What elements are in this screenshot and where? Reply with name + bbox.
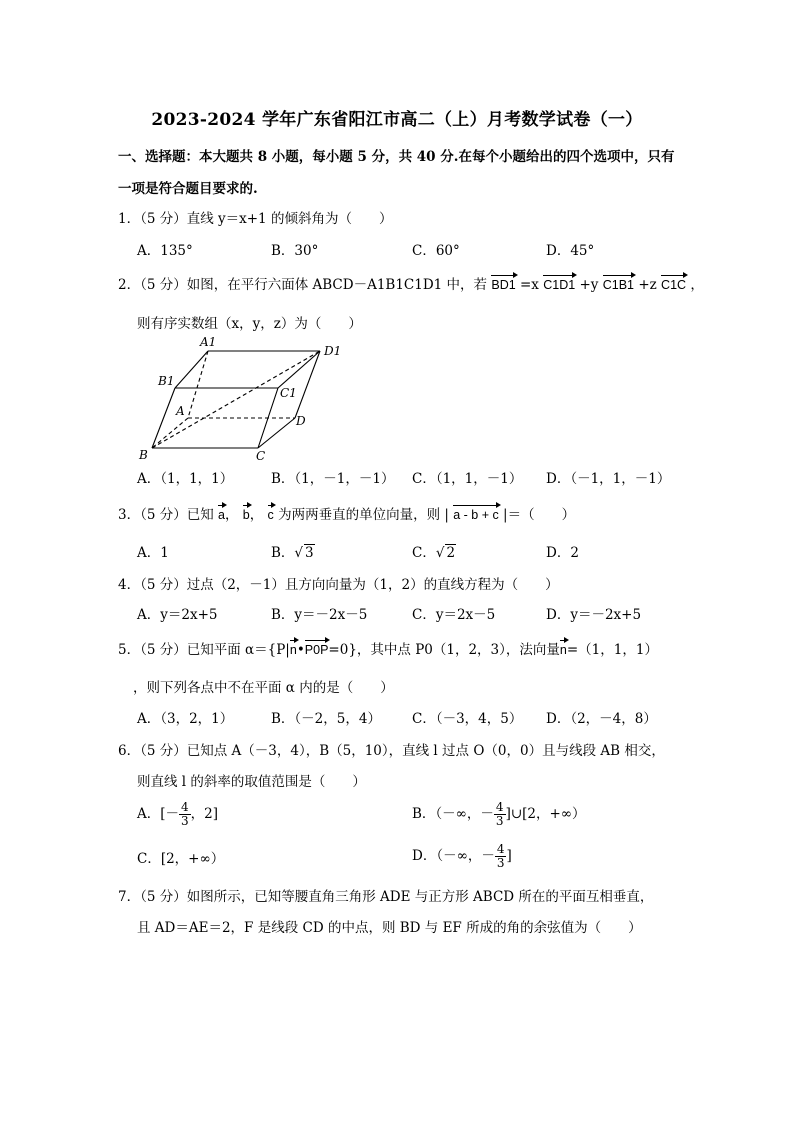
q5-dot: • (296, 642, 305, 658)
question-3-stem: 3．（5 分）已知 a， b， c 为两两垂直的单位向量，则 | a - b + c |＝（ ） (118, 507, 576, 523)
frac-num: 4 (495, 800, 504, 814)
q5-stem-text: 5．（5 分）已知平面 α＝{P| (118, 642, 290, 658)
label-c: C (256, 449, 266, 463)
question-4-stem: 4．（5 分）过点（2，－1）且方向向量为（1，2）的直线方程为（ ） (118, 577, 559, 593)
question-6-stem-cont: 则直线 l 的斜率的取值范围是（ ） (137, 774, 366, 790)
vector-bd1: BD1 (491, 278, 516, 292)
vector-b: b (242, 508, 250, 522)
vector-c1d1: C1D1 (543, 278, 576, 292)
q1-option-d: D．45° (546, 243, 595, 259)
q6-option-b-post: ]∪[2，+∞） (505, 806, 586, 822)
q6-option-a-pre: A．[－ (137, 806, 180, 822)
fraction-4-3 (494, 801, 506, 828)
q5-option-b: B．（－2，5，4） (271, 711, 381, 727)
q6-option-a (137, 801, 218, 828)
vector-c: c (267, 508, 274, 522)
q3-option-a: A．1 (137, 545, 169, 561)
q3-option-c-label: C． (412, 545, 436, 561)
page-title: 2023-2024 学年广东省阳江市高二（上）月考数学试卷（一） (151, 110, 643, 130)
question-5-stem (118, 638, 658, 658)
question-6-stem: 6．（5 分）已知点 A（－3，4），B（5，10），直线 l 过点 O（0，0）且与线段 AB 相交， (118, 743, 665, 759)
vector-a: a (218, 508, 225, 522)
q3-option-c: C．√ 2 (412, 545, 456, 561)
parallelepiped-figure (130, 333, 350, 463)
q3-stem-mid: 为两两垂直的单位向量，则 | (278, 507, 449, 523)
vector-normal: n (559, 643, 567, 657)
q4-option-b: B．y＝－2x－5 (271, 607, 368, 623)
vector-c1c: C1C (661, 278, 687, 292)
label-b1: B1 (158, 374, 175, 388)
q1-option-a: A．135° (137, 243, 193, 259)
vector-expression: a - b + c (453, 508, 499, 522)
frac-den: 3 (496, 856, 505, 870)
frac-num: 4 (496, 842, 505, 856)
vector-n: n (289, 643, 297, 657)
q2-eq: =x (519, 277, 539, 293)
q5-option-d: D．（2，－4，8） (546, 711, 657, 727)
q2-plus-y: +y (579, 277, 599, 293)
q5-option-a: A．（3，2，1） (137, 711, 234, 727)
label-b: B (139, 448, 148, 462)
question-1-stem: 1．（5 分）直线 y＝x+1 的倾斜角为（ ） (118, 211, 393, 227)
vector-p0p: P0P (304, 643, 329, 657)
q3-option-d: D．2 (546, 545, 579, 561)
q2-option-a: A．（1，1，1） (137, 471, 234, 487)
q2-plus-z: +z (638, 277, 657, 293)
question-2-stem-cont: 则有序实数组（x，y，z）为（ ） (137, 316, 362, 332)
vector-c1b1: C1B1 (602, 278, 635, 292)
question-7-stem-cont: 且 AD＝AE＝2，F 是线段 CD 的中点，则 BD 与 EF 所成的角的余弦值为（ ） (137, 920, 642, 936)
q3-option-b-label: B． (271, 545, 295, 561)
question-7-stem: 7．（5 分）如图所示，已知等腰直角三角形 ADE 与正方形 ABCD 所在的平面互相垂直， (118, 889, 654, 905)
label-d1: D1 (324, 344, 342, 358)
frac-num: 4 (181, 800, 189, 814)
frac-den: 3 (181, 814, 189, 828)
q6-option-c: C．[2，+∞） (137, 851, 225, 867)
q6-option-b-pre: B．（－∞，－ (412, 806, 494, 822)
label-c1: C1 (280, 386, 297, 400)
q6-option-b (412, 801, 586, 828)
q4-option-c: C．y＝2x－5 (412, 607, 496, 623)
q6-option-d-pre: D．（－∞，－ (412, 848, 495, 864)
q3-stem-text: 3．（5 分）已知 (118, 507, 214, 523)
section-heading: 一、选择题：本大题共 8 小题，每小题 5 分，共 40 分.在每个小题给出的四个选项中，只有 (118, 149, 675, 165)
q1-option-b: B．30° (271, 243, 319, 259)
question-5-stem-cont: ，则下列各点中不在平面 α 内的是（ ） (133, 680, 394, 696)
q6-option-d (412, 843, 512, 870)
label-d: D (296, 414, 306, 428)
section-heading-cont: 一项是符合题目要求的. (118, 181, 258, 197)
q6-option-d-post: ] (506, 848, 512, 864)
q3-sqrt-3: 3 (305, 545, 314, 561)
question-2-stem (118, 273, 704, 293)
q3-option-b: B．√ 3 (271, 545, 314, 561)
q2-tail: ， (690, 277, 704, 293)
q6-option-a-post: ，2] (190, 806, 219, 822)
q2-option-d: D．（－1，1，－1） (546, 471, 671, 487)
q2-stem-text: 2．（5 分）如图，在平行六面体 ABCD－A1B1C1D1 中，若 (118, 277, 488, 293)
q2-option-c: C．（1，1，－1） (412, 471, 523, 487)
fraction-4-3 (179, 801, 191, 828)
q5-option-c: C．（－3，4，5） (412, 711, 523, 727)
label-a: A (176, 404, 185, 418)
fraction-4-3 (495, 843, 507, 870)
q4-option-a: A．y＝2x+5 (137, 607, 218, 623)
q3-stem-end: |＝（ ） (503, 507, 576, 523)
q4-option-d: D．y＝－2x+5 (546, 607, 642, 623)
q5-stem-mid: =0}，其中点 P0（1，2，3），法向量 (328, 642, 560, 658)
q5-stem-end: =（1，1，1） (566, 642, 658, 658)
label-a1: A1 (200, 335, 217, 349)
q1-option-c: C．60° (412, 243, 460, 259)
q2-option-b: B．（1，－1，－1） (271, 471, 395, 487)
q3-sqrt-2: 2 (446, 545, 456, 561)
frac-den: 3 (495, 814, 504, 828)
